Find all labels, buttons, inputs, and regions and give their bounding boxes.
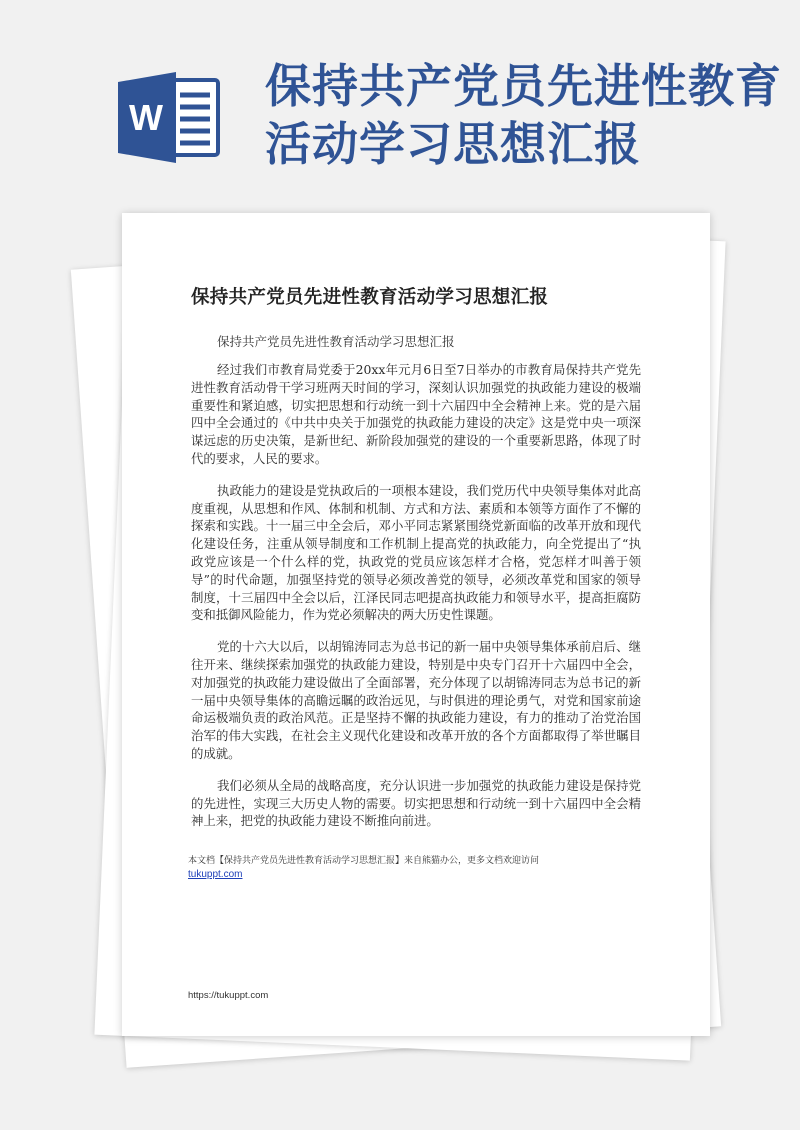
body-paragraph: 执政能力的建设是党执政后的一项根本建设，我们党历代中央领导集体对此高度重视，从思想和作风、体制和机制、方式和方法、素质和本领等方面作了不懈的探索和实践。十一届三中全会后，邓小平同志紧紧围绕党新面临的改革开放和现代化建设任务，注重从领导制度和工作机制上提高党的执政能力，向全党提出了“执政党应该是一个什么样的党，执政党的党员应该怎样才合格，党怎样才叫善于领导”的时代命题，加强坚持党的领导必须改善党的领导，必须改革党和国家的领导制度，十三届四中全会以后，江泽民同志吧提高执政能力和领导水平，提高拒腐防变和抵御风险能力，作为党必须解决的两大历史性课题。 [191,482,641,623]
body-paragraph: 我们必须从全局的战略高度，充分认识进一步加强党的执政能力建设是保持党的先进性，实现三大历史人物的需要。切实把思想和行动统一到十六届四中全会精神上来，把党的执政能力建设不断推向前进。 [191,777,641,829]
document-body [191,361,641,844]
word-document-icon [118,70,228,165]
document-page [122,213,710,1036]
body-paragraph: 党的十六大以后，以胡锦涛同志为总书记的新一届中央领导集体承前启后、继往开来、继续探索加强党的执政能力建设，特别是中央专门召开十六届四中全会，对加强党的执政能力建设做出了全面部署，充分体现了以胡锦涛同志为总书记的新一届中央领导集体的高瞻远瞩的政治远见，与时俱进的理论勇气，对党和国家前途命运极端负责的政治风范。正是坚持不懈的执政能力建设，有力的推动了治党治国治军的伟大实践，在社会主义现代化建设和改革开放的各个方面都取得了举世瞩目的成就。 [191,639,641,761]
page-footer-url: https://tukuppt.com [188,990,269,1001]
document-title: 保持共产党员先进性教育活动学习思想汇报 [191,287,549,308]
page-header-title: 保持共产党员先进性教育活动学习思想汇报 [265,59,782,171]
source-note: 本文档【保持共产党员先进性教育活动学习思想汇报】来自熊猫办公，更多文档欢迎访问 [188,856,540,866]
document-subtitle: 保持共产党员先进性教育活动学习思想汇报 [217,334,455,349]
word-icon-letter: W [129,97,163,138]
source-link[interactable]: tukuppt.com [188,869,243,880]
body-paragraph: 经过我们市教育局党委于20xx年元月6日至7日举办的市教育局保持共产党先进性教育活动骨干学习班两天时间的学习，深刻认识加强党的执政能力建设的极端重要性和紧迫感，切实把思想和行动统一到十六届四中全会精神上来。党的是六届四中全会通过的《中共中央关于加强党的执政能力建设的决定》这是党中央一项深谋远虑的历史决策，是新世纪、新阶段加强党的建设的一个重要新思路，体现了时代的要求，人民的要求。 [191,362,641,466]
